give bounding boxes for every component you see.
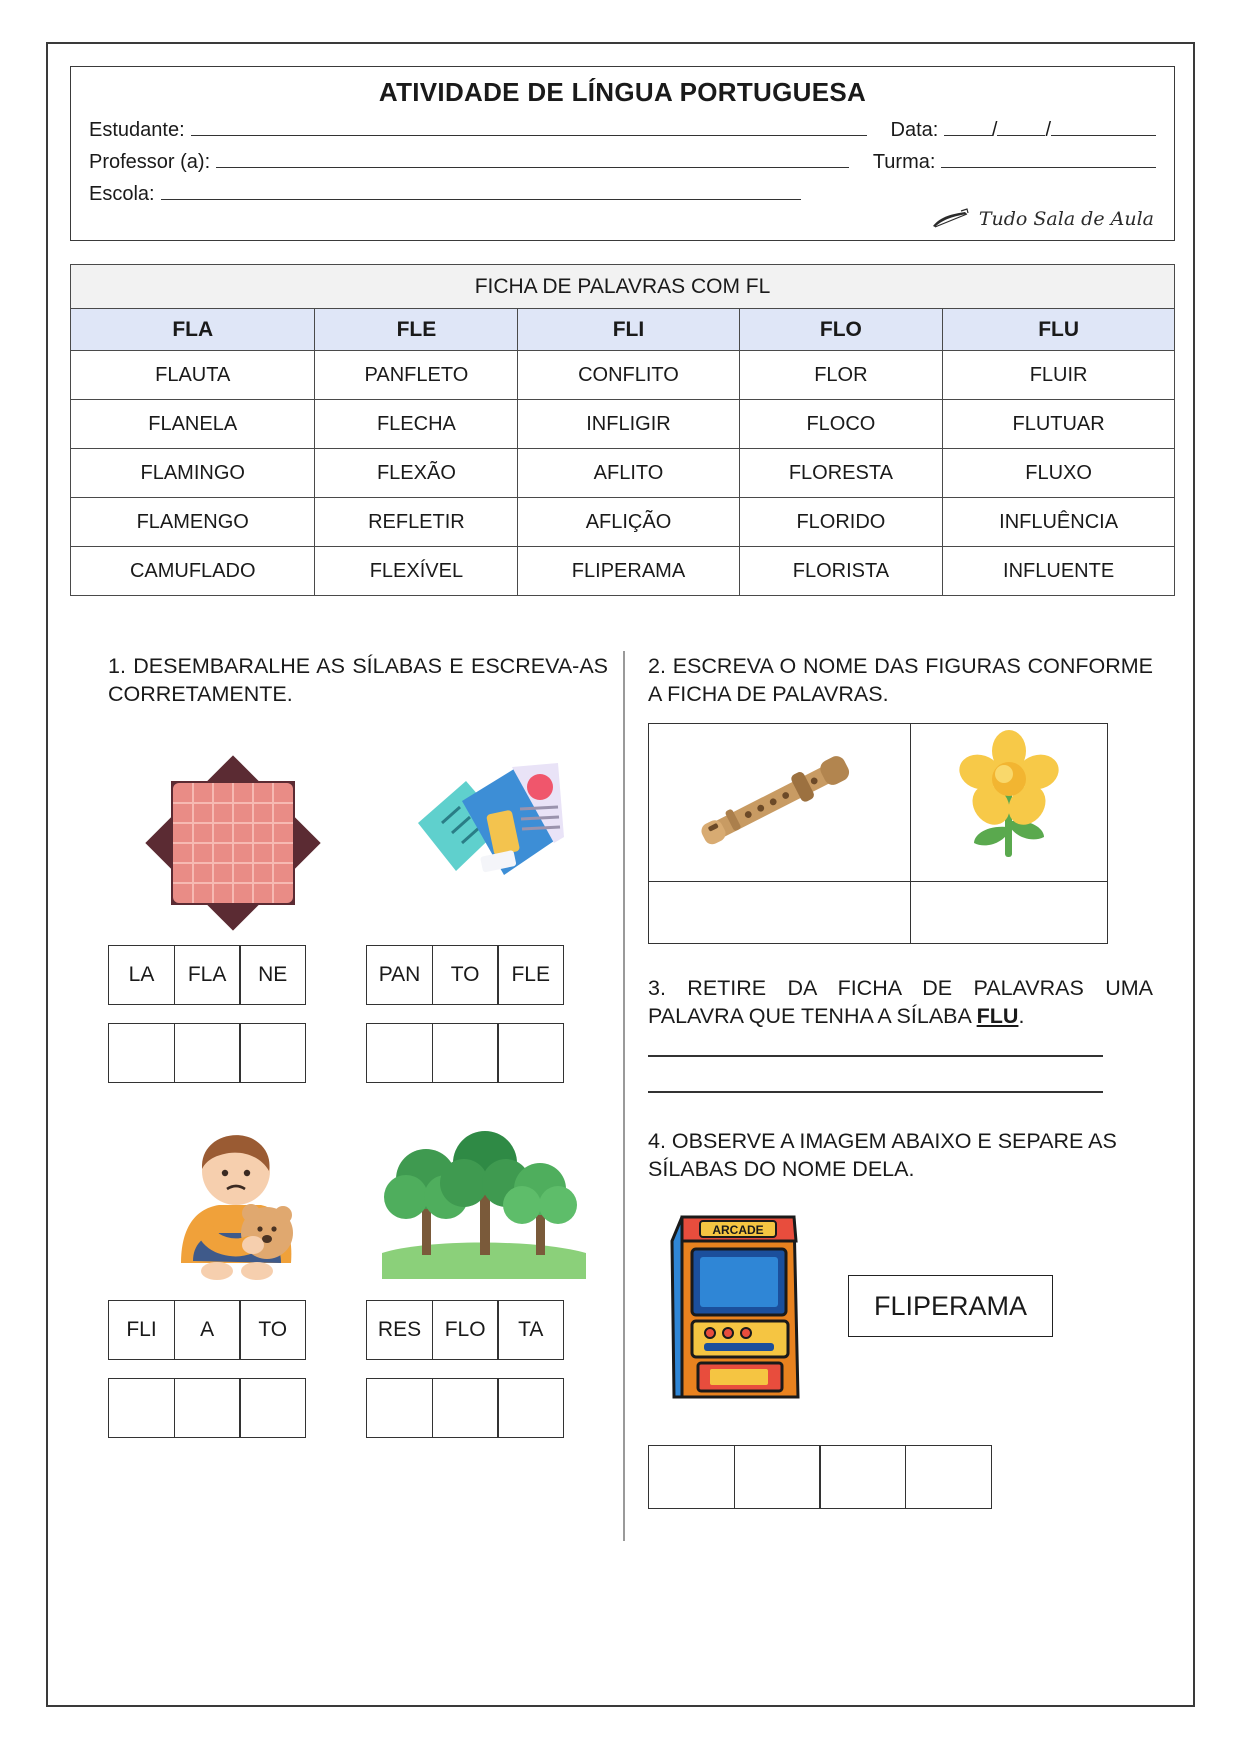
table-row (71, 351, 1175, 400)
word-cell: FLAMENGO (71, 498, 315, 547)
word-cell: FLOR (739, 351, 943, 400)
syllable-cell: PAN (366, 945, 433, 1005)
answer-cell[interactable] (366, 1378, 433, 1438)
right-column (648, 652, 1153, 1509)
question-3-answer-line-2[interactable] (648, 1067, 1103, 1093)
answer-cell[interactable] (905, 1445, 992, 1509)
word-cell: FLAMINGO (71, 449, 315, 498)
panfleto-leaflets-icon (388, 751, 578, 931)
date-sep-2: / (1045, 119, 1051, 141)
table-row (71, 498, 1175, 547)
word-cell: REFLETIR (315, 498, 518, 547)
date-day-input[interactable] (944, 118, 992, 136)
table-row (649, 723, 1108, 881)
aflito-sad-boy-icon (141, 1113, 326, 1288)
word-cell: FLORIDO (739, 498, 943, 547)
flor-flower-icon (934, 725, 1084, 875)
class-input[interactable] (941, 150, 1156, 168)
word-cell: FLORESTA (739, 449, 943, 498)
floresta-trees-icon (376, 1113, 591, 1288)
answer-cell[interactable] (239, 1023, 306, 1083)
q1-item-4-syllables (366, 1300, 608, 1360)
question-1-text: 1. DESEMBARALHE AS SÍLABAS E ESCREVA-AS CORRETAMENTE. (108, 654, 608, 707)
flanela-image (108, 741, 358, 931)
student-label: Estudante: (89, 119, 185, 141)
class-label: Turma: (872, 151, 936, 173)
floresta-image (358, 1113, 608, 1288)
answer-cell[interactable] (432, 1023, 499, 1083)
question-2-text: 2. ESCREVA O NOME DAS FIGURAS CONFORME A FICHA DE PALAVRAS. (648, 654, 1153, 707)
word-cell: AFLITO (518, 449, 739, 498)
word-sheet-table (70, 264, 1175, 596)
fliperama-arcade-icon (648, 1201, 823, 1406)
word-cell: FLORISTA (739, 547, 943, 596)
header-box (70, 66, 1175, 241)
word-cell: FLEXÃO (315, 449, 518, 498)
table-caption-row (71, 265, 1175, 309)
word-cell: FLUTUAR (943, 400, 1175, 449)
syllable-cell: FLI (108, 1300, 175, 1360)
answer-cell[interactable] (239, 1378, 306, 1438)
page-title: ATIVIDADE DE LÍNGUA PORTUGUESA (378, 77, 867, 107)
answer-cell[interactable] (174, 1378, 241, 1438)
q1-item-2-answer[interactable] (366, 1023, 608, 1083)
date-group (891, 118, 1157, 142)
word-cell: FLIPERAMA (518, 547, 739, 596)
student-input[interactable] (191, 118, 867, 136)
date-year-input[interactable] (1051, 118, 1156, 136)
answer-cell[interactable] (108, 1378, 175, 1438)
syllable-cell: NE (239, 945, 306, 1005)
teacher-label: Professor (a): (89, 151, 211, 173)
word-cell: FLOCO (739, 400, 943, 449)
syllable-cell: TO (432, 945, 499, 1005)
word-cell: INFLIGIR (518, 400, 739, 449)
question-3-text-after: . (1018, 1004, 1025, 1029)
worksheet-page (46, 42, 1195, 1707)
q1-item-1-syllables (108, 945, 358, 1005)
word-cell: CAMUFLADO (71, 547, 315, 596)
word-cell: INFLUÊNCIA (943, 498, 1175, 547)
answer-cell[interactable] (497, 1378, 564, 1438)
q1-item-4-answer[interactable] (366, 1378, 608, 1438)
flauta-recorder-icon (679, 730, 879, 870)
student-row (89, 118, 1156, 142)
table-row (649, 881, 1108, 943)
table-row (71, 547, 1175, 596)
date-sep-1: / (991, 119, 998, 141)
teacher-input[interactable] (216, 150, 849, 168)
school-input[interactable] (161, 182, 801, 200)
answer-cell[interactable] (174, 1023, 241, 1083)
syllable-cell: TO (239, 1300, 306, 1360)
q1-item-2-syllables (366, 945, 608, 1005)
answer-cell[interactable] (432, 1378, 499, 1438)
syllable-cell: A (174, 1300, 241, 1360)
table-row (71, 400, 1175, 449)
date-month-input[interactable] (997, 118, 1045, 136)
answer-cell[interactable] (108, 1023, 175, 1083)
question-4-answer-row[interactable] (648, 1445, 1153, 1509)
book-logo-icon (931, 208, 973, 230)
question-4-text: 4. OBSERVE A IMAGEM ABAIXO E SEPARE AS SÍLABAS DO NOME DELA. (648, 1128, 1117, 1181)
question-3-answer-line-1[interactable] (648, 1031, 1103, 1057)
column-header-fli: FLI (518, 309, 739, 351)
column-header-flu: FLU (943, 309, 1175, 351)
answer-cell[interactable] (497, 1023, 564, 1083)
flauta-image-cell (649, 723, 911, 881)
column-header-fle: FLE (315, 309, 518, 351)
teacher-row (89, 150, 1156, 174)
brand-logo-text: Tudo Sala de Aula (978, 208, 1154, 230)
answer-cell[interactable] (366, 1023, 433, 1083)
table-row (71, 449, 1175, 498)
word-cell: FLUXO (943, 449, 1175, 498)
brand-logo (931, 208, 1154, 230)
word-cell: PANFLETO (315, 351, 518, 400)
word-cell: FLECHA (315, 400, 518, 449)
question-1-section (108, 652, 608, 1438)
column-header-flo: FLO (739, 309, 943, 351)
aflito-image (108, 1113, 358, 1288)
word-cell: INFLUENTE (943, 547, 1175, 596)
word-cell: FLANELA (71, 400, 315, 449)
flanela-blanket-icon (138, 751, 328, 931)
school-label: Escola: (89, 183, 155, 205)
fliperama-image (648, 1201, 848, 1411)
word-cell: AFLIÇÃO (518, 498, 739, 547)
syllable-cell: FLA (174, 945, 241, 1005)
question-3-text-before: 3. RETIRE DA FICHA DE PALAVRAS UMA PALAVRA QUE TENHA A SÍLABA (648, 975, 1153, 1029)
table-caption: FICHA DE PALAVRAS COM FL (71, 265, 1175, 309)
syllable-cell: FLO (432, 1300, 499, 1360)
panfleto-image (358, 741, 608, 931)
word-cell: FLEXÍVEL (315, 547, 518, 596)
column-divider (623, 651, 625, 1541)
syllable-cell: TA (497, 1300, 564, 1360)
flor-image-cell (910, 723, 1107, 881)
flor-answer-cell[interactable] (910, 881, 1107, 943)
word-cell: CONFLITO (518, 351, 739, 400)
q1-item-3-syllables (108, 1300, 358, 1360)
answer-cell[interactable] (648, 1445, 735, 1509)
school-row (89, 182, 1156, 206)
word-cell: FLUIR (943, 351, 1175, 400)
svg-text:ARCADE: ARCADE (712, 1223, 764, 1238)
class-group (873, 150, 1156, 174)
date-label: Data: (890, 119, 939, 141)
question-3-text (648, 974, 1153, 1031)
answer-cell[interactable] (734, 1445, 821, 1509)
syllable-cell: RES (366, 1300, 433, 1360)
table-header-row (71, 309, 1175, 351)
question-4-word-card: FLIPERAMA (848, 1275, 1053, 1337)
syllable-cell: FLE (497, 945, 564, 1005)
q1-item-1-answer[interactable] (108, 1023, 358, 1083)
word-cell: FLAUTA (71, 351, 315, 400)
question-2-picture-table (648, 723, 1108, 944)
q1-item-3-answer[interactable] (108, 1378, 358, 1438)
column-header-fla: FLA (71, 309, 315, 351)
answer-cell[interactable] (819, 1445, 906, 1509)
syllable-cell: LA (108, 945, 175, 1005)
question-3-highlight: FLU (976, 1004, 1019, 1029)
flauta-answer-cell[interactable] (649, 881, 911, 943)
